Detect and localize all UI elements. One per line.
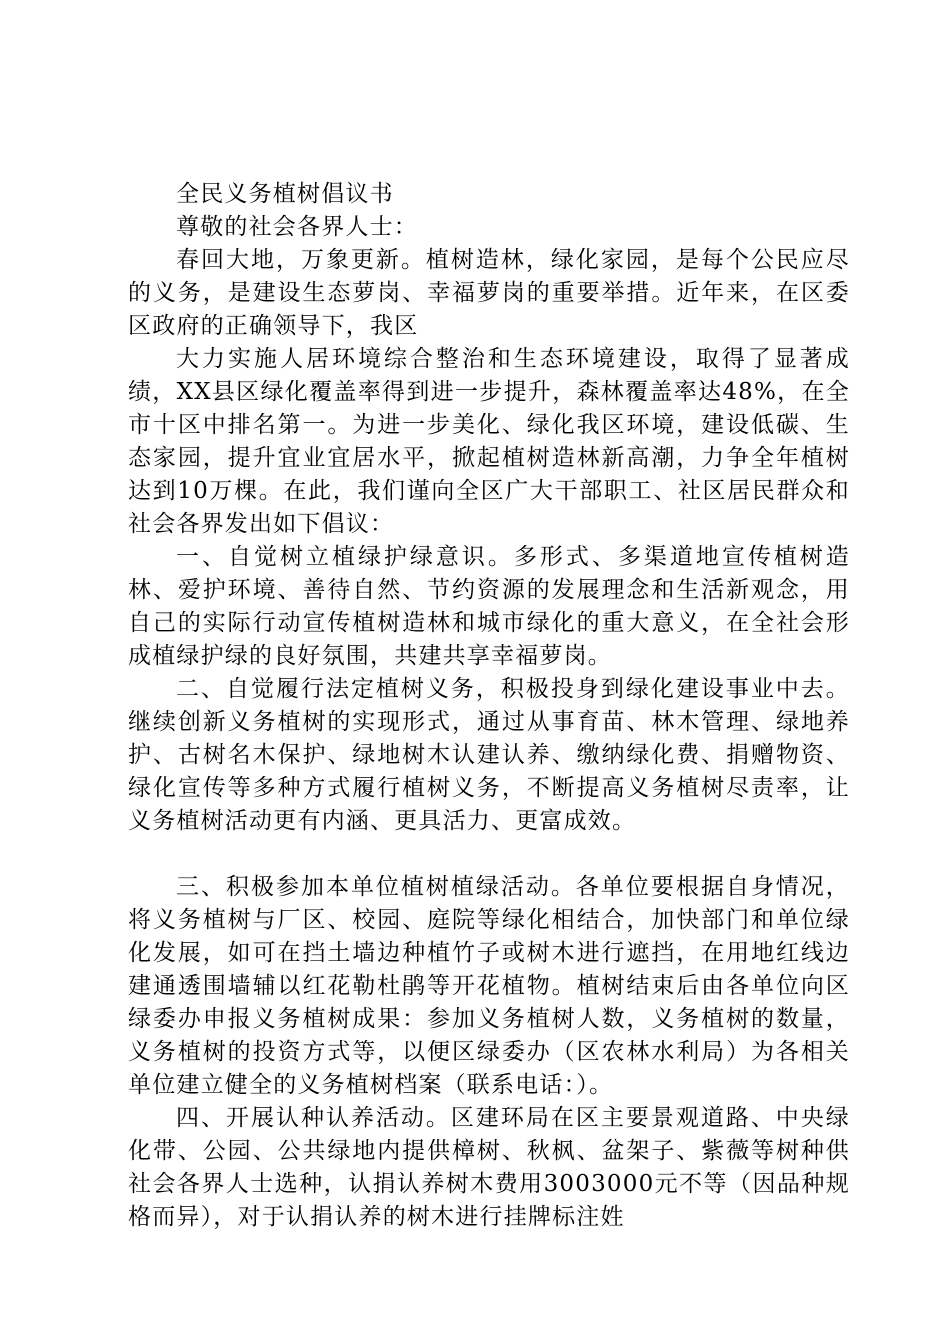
paragraph-proposal-3: 三、积极参加本单位植树植绿活动。各单位要根据自身情况，将义务植树与厂区、校园、庭院等绿化相结合，加快部门和单位绿化发展，如可在挡土墙边种植竹子或树木进行遮挡，在用地红线边建通透围墙辅以红花勒杜鹃等开花植物。植树结束后由各单位向区绿委办申报义务植树成果：参加义务植树人数，义务植树的数量，义务植树的投资方式等，以便区绿委办（区农林水利局）为各相关单位建立健全的义务植树档案（联系电话：）。 — [128, 874, 850, 1098]
paragraph-achievements: 大力实施人居环境综合整治和生态环境建设，取得了显著成绩，XX县区绿化覆盖率得到进一步提升，森林覆盖率达48%，在全市十区中排名第一。为进一步美化、绿化我区环境，建设低碳、生态家园，提升宜业宜居水平，掀起植树造林新高潮，力争全年植树达到10万棵。在此，我们谨向全区广大干部职工、社区居民群众和社会各界发出如下倡议： — [128, 346, 850, 537]
document-body — [128, 178, 850, 1234]
paragraph-proposal-2: 二、自觉履行法定植树义务，积极投身到绿化建设事业中去。继续创新义务植树的实现形式，通过从事育苗、林木管理、绿地养护、古树名木保护、绿地树木认建认养、缴纳绿化费、捐赠物资、绿化宣传等多种方式履行植树义务，不断提高义务植树尽责率，让义务植树活动更有内涵、更具活力、更富成效。 — [128, 676, 850, 834]
paragraph-proposal-1: 一、自觉树立植绿护绿意识。多形式、多渠道地宣传植树造林、爱护环境、善待自然、节约资源的发展理念和生活新观念，用自己的实际行动宣传植树造林和城市绿化的重大意义，在全社会形成植绿护绿的良好氛围，共建共享幸福萝岗。 — [128, 544, 850, 669]
document-title: 全民义务植树倡议书 — [176, 181, 394, 207]
paragraph-intro: 春回大地，万象更新。植树造林，绿化家园，是每个公民应尽的义务，是建设生态萝岗、幸福萝岗的重要举措。近年来，在区委区政府的正确领导下，我区 — [128, 247, 850, 339]
salutation: 尊敬的社会各界人士： — [176, 214, 418, 240]
blank-line — [128, 838, 850, 871]
paragraph-proposal-4: 四、开展认种认养活动。区建环局在区主要景观道路、中央绿化带、公园、公共绿地内提供樟树、秋枫、盆架子、紫薇等树种供社会各界人士选种，认捐认养树木费用3003000元不等（因品种规格而异），对于认捐认养的树木进行挂牌标注姓 — [128, 1105, 850, 1230]
